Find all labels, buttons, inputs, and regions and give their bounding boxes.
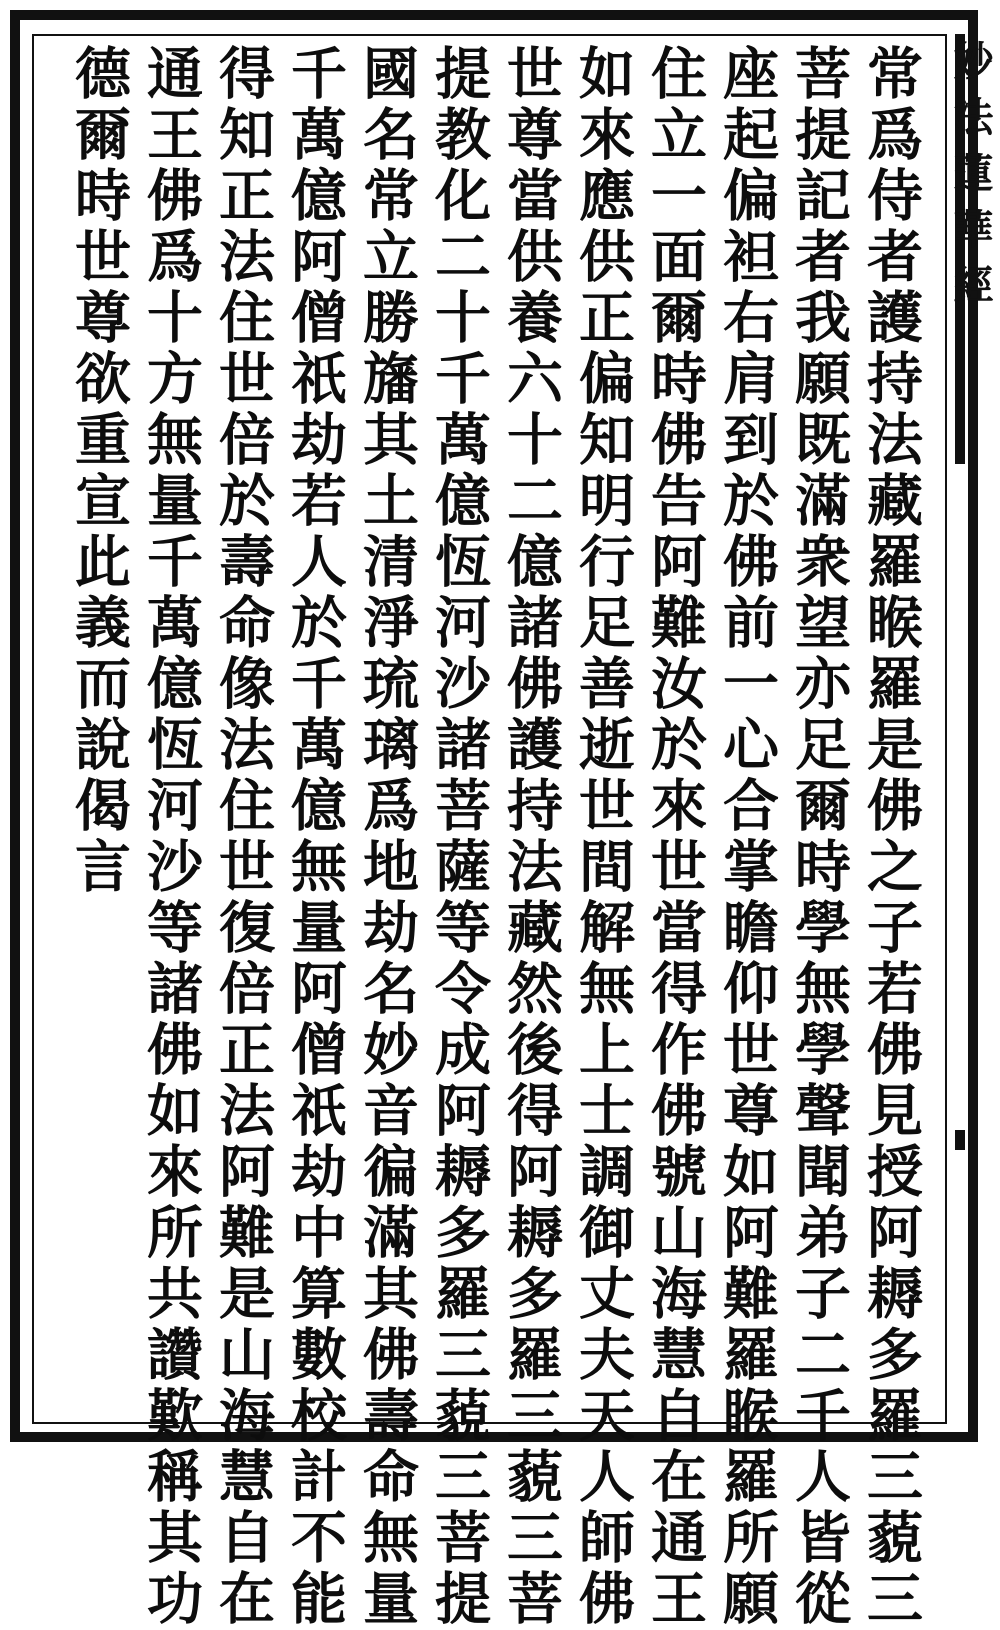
text-column-3: 座起偏袒右肩到於佛前一心合掌瞻仰世尊如阿難羅睺羅所願 <box>714 44 779 1630</box>
text-column-9: 千萬億阿僧祇劫若人於千萬億無量阿僧祇劫中算數校計不能 <box>282 44 347 1630</box>
text-column-11: 通王佛爲十方無量千萬億恆河沙等諸佛如來所共讚歎稱其功 <box>138 44 203 1630</box>
text-column-4: 住立一面爾時佛告阿難汝於來世當得作佛號山海慧自在通王 <box>642 44 707 1630</box>
text-column-8: 國名常立勝旛其土清淨琉璃爲地劫名妙音徧滿其佛壽命無量 <box>354 44 419 1630</box>
text-column-6: 世尊當供養六十二億諸佛護持法藏然後得阿耨多羅三藐三菩 <box>498 44 563 1630</box>
text-column-10: 得知正法住世倍於壽命像法住世復倍正法阿難是山海慧自在 <box>210 44 275 1630</box>
text-column-2: 菩提記者我願既滿衆望亦足爾時學無學聲聞弟子二千人皆從 <box>786 44 851 1630</box>
margin-title: 妙法蓮華經 <box>947 40 994 320</box>
text-column-12: 德爾時世尊欲重宣此義而說偈言 <box>66 44 131 898</box>
margin-rule-fishtail <box>955 1130 965 1150</box>
text-column-1: 常爲侍者護持法藏羅睺羅是佛之子若佛見授阿耨多羅三藐三 <box>858 44 923 1630</box>
text-column-5: 如來應供正偏知明行足善逝世間解無上士調御丈夫天人師佛 <box>570 44 635 1630</box>
text-column-7: 提教化二十千萬億恆河沙諸菩薩等令成阿耨多羅三藐三菩提 <box>426 44 491 1630</box>
